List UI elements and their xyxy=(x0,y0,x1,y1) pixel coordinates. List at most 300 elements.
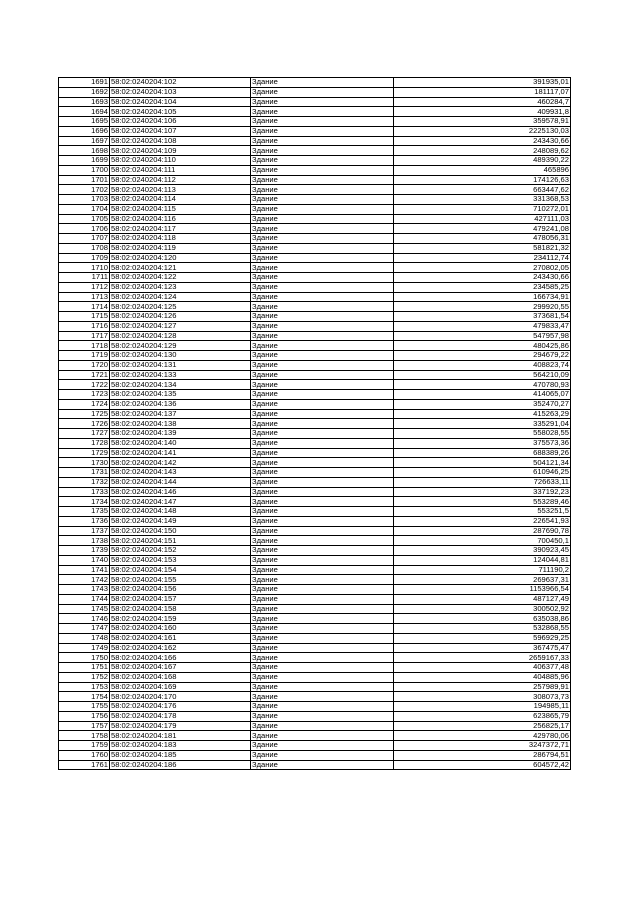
table-row xyxy=(59,536,571,546)
object-type: Здание xyxy=(251,390,394,400)
cadastral-value: 373681,54 xyxy=(394,312,571,322)
cadastral-value: 700450,1 xyxy=(394,536,571,546)
cadastral-number: 58:02:0240204:115 xyxy=(110,204,251,214)
object-type: Здание xyxy=(251,146,394,156)
row-number: 1751 xyxy=(59,663,110,673)
table-row xyxy=(59,409,571,419)
cadastral-value: 460284,7 xyxy=(394,97,571,107)
object-type: Здание xyxy=(251,721,394,731)
object-type: Здание xyxy=(251,682,394,692)
table-row xyxy=(59,448,571,458)
row-number: 1706 xyxy=(59,224,110,234)
row-number: 1703 xyxy=(59,195,110,205)
cadastral-value: 465896 xyxy=(394,165,571,175)
object-type: Здание xyxy=(251,516,394,526)
cadastral-value: 294679,22 xyxy=(394,351,571,361)
cadastral-value: 404885,96 xyxy=(394,672,571,682)
row-number: 1743 xyxy=(59,585,110,595)
cadastral-value: 359578,91 xyxy=(394,117,571,127)
object-type: Здание xyxy=(251,448,394,458)
row-number: 1739 xyxy=(59,546,110,556)
cadastral-number: 58:02:0240204:185 xyxy=(110,750,251,760)
object-type: Здание xyxy=(251,536,394,546)
table-row xyxy=(59,195,571,205)
row-number: 1701 xyxy=(59,175,110,185)
row-number: 1698 xyxy=(59,146,110,156)
row-number: 1694 xyxy=(59,107,110,117)
object-type: Здание xyxy=(251,507,394,517)
cadastral-value: 547957,98 xyxy=(394,331,571,341)
cadastral-value: 623865,79 xyxy=(394,711,571,721)
cadastral-number: 58:02:0240204:153 xyxy=(110,555,251,565)
cadastral-value: 331368,53 xyxy=(394,195,571,205)
table-row xyxy=(59,234,571,244)
object-type: Здание xyxy=(251,711,394,721)
row-number: 1730 xyxy=(59,458,110,468)
object-type: Здание xyxy=(251,653,394,663)
cadastral-number: 58:02:0240204:133 xyxy=(110,370,251,380)
cadastral-value: 414065,07 xyxy=(394,390,571,400)
cadastral-value: 1153966,54 xyxy=(394,585,571,595)
table-row xyxy=(59,731,571,741)
cadastral-value: 558028,55 xyxy=(394,429,571,439)
row-number: 1761 xyxy=(59,760,110,770)
cadastral-value: 269637,31 xyxy=(394,575,571,585)
cadastral-value: 243430,66 xyxy=(394,273,571,283)
cadastral-number: 58:02:0240204:134 xyxy=(110,380,251,390)
table-row xyxy=(59,107,571,117)
cadastral-number: 58:02:0240204:166 xyxy=(110,653,251,663)
row-number: 1759 xyxy=(59,741,110,751)
cadastral-value: 257989,91 xyxy=(394,682,571,692)
cadastral-number: 58:02:0240204:178 xyxy=(110,711,251,721)
cadastral-number: 58:02:0240204:169 xyxy=(110,682,251,692)
object-type: Здание xyxy=(251,97,394,107)
table-row xyxy=(59,633,571,643)
table-row xyxy=(59,565,571,575)
cadastral-value: 2225130,03 xyxy=(394,126,571,136)
row-number: 1710 xyxy=(59,263,110,273)
cadastral-value: 406377,48 xyxy=(394,663,571,673)
row-number: 1714 xyxy=(59,302,110,312)
object-type: Здание xyxy=(251,419,394,429)
object-type: Здание xyxy=(251,731,394,741)
row-number: 1726 xyxy=(59,419,110,429)
cadastral-number: 58:02:0240204:127 xyxy=(110,321,251,331)
row-number: 1731 xyxy=(59,468,110,478)
row-number: 1757 xyxy=(59,721,110,731)
table-row xyxy=(59,370,571,380)
object-type: Здание xyxy=(251,156,394,166)
cadastral-number: 58:02:0240204:141 xyxy=(110,448,251,458)
cadastral-value: 479241,08 xyxy=(394,224,571,234)
cadastral-value-table xyxy=(58,77,571,770)
table-row xyxy=(59,741,571,751)
table-row xyxy=(59,507,571,517)
row-number: 1748 xyxy=(59,633,110,643)
cadastral-number: 58:02:0240204:155 xyxy=(110,575,251,585)
object-type: Здание xyxy=(251,692,394,702)
row-number: 1724 xyxy=(59,399,110,409)
object-type: Здание xyxy=(251,526,394,536)
object-type: Здание xyxy=(251,575,394,585)
cadastral-number: 58:02:0240204:104 xyxy=(110,97,251,107)
row-number: 1728 xyxy=(59,438,110,448)
object-type: Здание xyxy=(251,663,394,673)
cadastral-value: 635038,86 xyxy=(394,614,571,624)
cadastral-value: 553251,5 xyxy=(394,507,571,517)
table-row xyxy=(59,672,571,682)
cadastral-value: 470780,93 xyxy=(394,380,571,390)
object-type: Здание xyxy=(251,321,394,331)
table-row xyxy=(59,78,571,88)
cadastral-value: 489390,22 xyxy=(394,156,571,166)
cadastral-number: 58:02:0240204:125 xyxy=(110,302,251,312)
table-row xyxy=(59,399,571,409)
cadastral-number: 58:02:0240204:160 xyxy=(110,624,251,634)
table-row xyxy=(59,97,571,107)
cadastral-number: 58:02:0240204:122 xyxy=(110,273,251,283)
object-type: Здание xyxy=(251,546,394,556)
cadastral-number: 58:02:0240204:152 xyxy=(110,546,251,556)
object-type: Здание xyxy=(251,234,394,244)
cadastral-value: 415263,29 xyxy=(394,409,571,419)
row-number: 1722 xyxy=(59,380,110,390)
cadastral-value: 166734,91 xyxy=(394,292,571,302)
cadastral-value: 2659167,33 xyxy=(394,653,571,663)
row-number: 1709 xyxy=(59,253,110,263)
cadastral-value: 532868,55 xyxy=(394,624,571,634)
cadastral-number: 58:02:0240204:124 xyxy=(110,292,251,302)
row-number: 1735 xyxy=(59,507,110,517)
table-row xyxy=(59,292,571,302)
row-number: 1753 xyxy=(59,682,110,692)
cadastral-value: 480425,86 xyxy=(394,341,571,351)
table-row xyxy=(59,614,571,624)
table-row xyxy=(59,175,571,185)
object-type: Здание xyxy=(251,341,394,351)
cadastral-value: 427111,03 xyxy=(394,214,571,224)
object-type: Здание xyxy=(251,117,394,127)
row-number: 1750 xyxy=(59,653,110,663)
table-body xyxy=(59,78,571,770)
table-row xyxy=(59,653,571,663)
row-number: 1749 xyxy=(59,643,110,653)
row-number: 1744 xyxy=(59,594,110,604)
row-number: 1754 xyxy=(59,692,110,702)
row-number: 1723 xyxy=(59,390,110,400)
object-type: Здание xyxy=(251,438,394,448)
object-type: Здание xyxy=(251,107,394,117)
object-type: Здание xyxy=(251,360,394,370)
object-type: Здание xyxy=(251,585,394,595)
table-row xyxy=(59,302,571,312)
object-type: Здание xyxy=(251,497,394,507)
cadastral-value: 337192,23 xyxy=(394,487,571,497)
cadastral-number: 58:02:0240204:186 xyxy=(110,760,251,770)
object-type: Здание xyxy=(251,292,394,302)
object-type: Здание xyxy=(251,741,394,751)
object-type: Здание xyxy=(251,604,394,614)
cadastral-number: 58:02:0240204:143 xyxy=(110,468,251,478)
cadastral-value: 553289,46 xyxy=(394,497,571,507)
row-number: 1700 xyxy=(59,165,110,175)
cadastral-number: 58:02:0240204:114 xyxy=(110,195,251,205)
cadastral-number: 58:02:0240204:168 xyxy=(110,672,251,682)
row-number: 1732 xyxy=(59,477,110,487)
object-type: Здание xyxy=(251,555,394,565)
row-number: 1693 xyxy=(59,97,110,107)
cadastral-value: 504121,34 xyxy=(394,458,571,468)
object-type: Здание xyxy=(251,643,394,653)
row-number: 1695 xyxy=(59,117,110,127)
cadastral-value: 3247372,71 xyxy=(394,741,571,751)
cadastral-number: 58:02:0240204:108 xyxy=(110,136,251,146)
table-row xyxy=(59,702,571,712)
table-row xyxy=(59,390,571,400)
cadastral-number: 58:02:0240204:106 xyxy=(110,117,251,127)
cadastral-number: 58:02:0240204:109 xyxy=(110,146,251,156)
row-number: 1708 xyxy=(59,243,110,253)
object-type: Здание xyxy=(251,204,394,214)
table-row xyxy=(59,380,571,390)
object-type: Здание xyxy=(251,87,394,97)
cadastral-number: 58:02:0240204:129 xyxy=(110,341,251,351)
object-type: Здание xyxy=(251,399,394,409)
cadastral-value: 300502,92 xyxy=(394,604,571,614)
object-type: Здание xyxy=(251,760,394,770)
cadastral-number: 58:02:0240204:144 xyxy=(110,477,251,487)
table-row xyxy=(59,214,571,224)
table-row xyxy=(59,663,571,673)
table-row xyxy=(59,692,571,702)
object-type: Здание xyxy=(251,175,394,185)
object-type: Здание xyxy=(251,351,394,361)
cadastral-value: 367475,47 xyxy=(394,643,571,653)
cadastral-number: 58:02:0240204:159 xyxy=(110,614,251,624)
cadastral-value: 487127,49 xyxy=(394,594,571,604)
cadastral-value: 194985,11 xyxy=(394,702,571,712)
row-number: 1741 xyxy=(59,565,110,575)
cadastral-value: 286794,51 xyxy=(394,750,571,760)
row-number: 1733 xyxy=(59,487,110,497)
cadastral-number: 58:02:0240204:149 xyxy=(110,516,251,526)
object-type: Здание xyxy=(251,126,394,136)
row-number: 1692 xyxy=(59,87,110,97)
table-row xyxy=(59,243,571,253)
row-number: 1725 xyxy=(59,409,110,419)
cadastral-value: 234112,74 xyxy=(394,253,571,263)
table-row xyxy=(59,224,571,234)
cadastral-value: 596929,25 xyxy=(394,633,571,643)
object-type: Здание xyxy=(251,429,394,439)
cadastral-number: 58:02:0240204:142 xyxy=(110,458,251,468)
cadastral-value: 287690,78 xyxy=(394,526,571,536)
cadastral-number: 58:02:0240204:138 xyxy=(110,419,251,429)
table-row xyxy=(59,624,571,634)
cadastral-value: 711190,2 xyxy=(394,565,571,575)
table-row xyxy=(59,429,571,439)
cadastral-number: 58:02:0240204:167 xyxy=(110,663,251,673)
cadastral-value: 390923,45 xyxy=(394,546,571,556)
cadastral-number: 58:02:0240204:117 xyxy=(110,224,251,234)
cadastral-value: 479833,47 xyxy=(394,321,571,331)
cadastral-number: 58:02:0240204:139 xyxy=(110,429,251,439)
row-number: 1747 xyxy=(59,624,110,634)
cadastral-value: 256825,17 xyxy=(394,721,571,731)
table-row xyxy=(59,273,571,283)
cadastral-number: 58:02:0240204:135 xyxy=(110,390,251,400)
cadastral-number: 58:02:0240204:103 xyxy=(110,87,251,97)
row-number: 1745 xyxy=(59,604,110,614)
cadastral-number: 58:02:0240204:112 xyxy=(110,175,251,185)
cadastral-number: 58:02:0240204:140 xyxy=(110,438,251,448)
table-row xyxy=(59,526,571,536)
cadastral-number: 58:02:0240204:120 xyxy=(110,253,251,263)
cadastral-number: 58:02:0240204:162 xyxy=(110,643,251,653)
cadastral-number: 58:02:0240204:113 xyxy=(110,185,251,195)
table-row xyxy=(59,468,571,478)
table-row xyxy=(59,594,571,604)
row-number: 1702 xyxy=(59,185,110,195)
cadastral-number: 58:02:0240204:107 xyxy=(110,126,251,136)
cadastral-number: 58:02:0240204:131 xyxy=(110,360,251,370)
table-row xyxy=(59,146,571,156)
object-type: Здание xyxy=(251,702,394,712)
cadastral-number: 58:02:0240204:181 xyxy=(110,731,251,741)
cadastral-value: 308073,73 xyxy=(394,692,571,702)
row-number: 1705 xyxy=(59,214,110,224)
cadastral-value: 610946,25 xyxy=(394,468,571,478)
row-number: 1742 xyxy=(59,575,110,585)
cadastral-number: 58:02:0240204:161 xyxy=(110,633,251,643)
object-type: Здание xyxy=(251,594,394,604)
row-number: 1711 xyxy=(59,273,110,283)
table-row xyxy=(59,487,571,497)
object-type: Здание xyxy=(251,614,394,624)
object-type: Здание xyxy=(251,468,394,478)
cadastral-number: 58:02:0240204:102 xyxy=(110,78,251,88)
cadastral-number: 58:02:0240204:110 xyxy=(110,156,251,166)
cadastral-value: 248089,62 xyxy=(394,146,571,156)
row-number: 1691 xyxy=(59,78,110,88)
row-number: 1713 xyxy=(59,292,110,302)
object-type: Здание xyxy=(251,136,394,146)
object-type: Здание xyxy=(251,243,394,253)
cadastral-value: 335291,04 xyxy=(394,419,571,429)
cadastral-value: 408823,74 xyxy=(394,360,571,370)
table-row xyxy=(59,136,571,146)
table-row xyxy=(59,721,571,731)
table-row xyxy=(59,117,571,127)
table-row xyxy=(59,341,571,351)
table-row xyxy=(59,760,571,770)
row-number: 1752 xyxy=(59,672,110,682)
cadastral-number: 58:02:0240204:179 xyxy=(110,721,251,731)
table-row xyxy=(59,351,571,361)
table-row xyxy=(59,282,571,292)
table-row xyxy=(59,604,571,614)
cadastral-value: 174126,63 xyxy=(394,175,571,185)
row-number: 1721 xyxy=(59,370,110,380)
object-type: Здание xyxy=(251,165,394,175)
cadastral-number: 58:02:0240204:111 xyxy=(110,165,251,175)
table-row xyxy=(59,555,571,565)
cadastral-number: 58:02:0240204:154 xyxy=(110,565,251,575)
row-number: 1734 xyxy=(59,497,110,507)
cadastral-value: 181117,07 xyxy=(394,87,571,97)
table-row xyxy=(59,419,571,429)
cadastral-number: 58:02:0240204:128 xyxy=(110,331,251,341)
cadastral-value: 226541,93 xyxy=(394,516,571,526)
cadastral-number: 58:02:0240204:123 xyxy=(110,282,251,292)
object-type: Здание xyxy=(251,273,394,283)
table-row xyxy=(59,458,571,468)
table-row xyxy=(59,204,571,214)
table-row xyxy=(59,750,571,760)
row-number: 1717 xyxy=(59,331,110,341)
object-type: Здание xyxy=(251,224,394,234)
cadastral-value: 391935,01 xyxy=(394,78,571,88)
row-number: 1740 xyxy=(59,555,110,565)
cadastral-number: 58:02:0240204:130 xyxy=(110,351,251,361)
cadastral-value: 581821,32 xyxy=(394,243,571,253)
object-type: Здание xyxy=(251,331,394,341)
cadastral-number: 58:02:0240204:176 xyxy=(110,702,251,712)
object-type: Здание xyxy=(251,302,394,312)
cadastral-number: 58:02:0240204:157 xyxy=(110,594,251,604)
cadastral-number: 58:02:0240204:126 xyxy=(110,312,251,322)
row-number: 1715 xyxy=(59,312,110,322)
table-row xyxy=(59,321,571,331)
cadastral-number: 58:02:0240204:147 xyxy=(110,497,251,507)
row-number: 1712 xyxy=(59,282,110,292)
row-number: 1755 xyxy=(59,702,110,712)
cadastral-value: 270802,05 xyxy=(394,263,571,273)
object-type: Здание xyxy=(251,370,394,380)
cadastral-value: 688389,26 xyxy=(394,448,571,458)
object-type: Здание xyxy=(251,214,394,224)
cadastral-value: 352470,27 xyxy=(394,399,571,409)
row-number: 1756 xyxy=(59,711,110,721)
table-row xyxy=(59,263,571,273)
object-type: Здание xyxy=(251,78,394,88)
table-row xyxy=(59,185,571,195)
object-type: Здание xyxy=(251,633,394,643)
row-number: 1736 xyxy=(59,516,110,526)
cadastral-value: 663447,62 xyxy=(394,185,571,195)
cadastral-number: 58:02:0240204:156 xyxy=(110,585,251,595)
object-type: Здание xyxy=(251,458,394,468)
cadastral-value: 710272,01 xyxy=(394,204,571,214)
row-number: 1716 xyxy=(59,321,110,331)
cadastral-number: 58:02:0240204:158 xyxy=(110,604,251,614)
table-row xyxy=(59,682,571,692)
cadastral-value: 299920,55 xyxy=(394,302,571,312)
row-number: 1707 xyxy=(59,234,110,244)
table-row xyxy=(59,165,571,175)
table-row xyxy=(59,477,571,487)
table-row xyxy=(59,253,571,263)
table-row xyxy=(59,360,571,370)
cadastral-number: 58:02:0240204:136 xyxy=(110,399,251,409)
table-row xyxy=(59,575,571,585)
table-row xyxy=(59,331,571,341)
object-type: Здание xyxy=(251,253,394,263)
cadastral-number: 58:02:0240204:118 xyxy=(110,234,251,244)
cadastral-value: 409931,8 xyxy=(394,107,571,117)
row-number: 1758 xyxy=(59,731,110,741)
